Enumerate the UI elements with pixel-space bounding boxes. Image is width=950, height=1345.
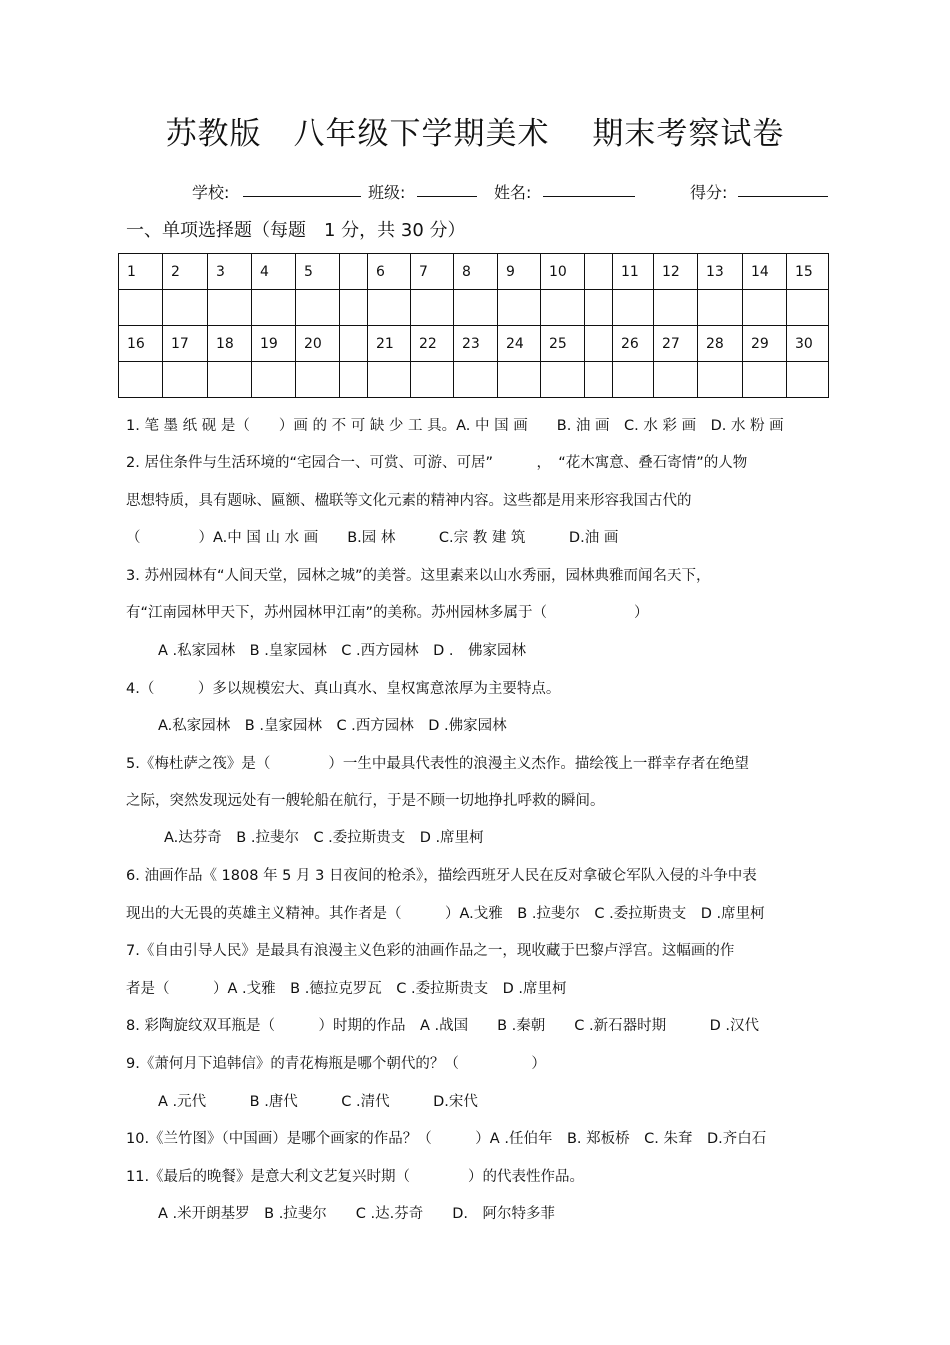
answer-cell[interactable] [498,362,541,398]
answer-cell[interactable] [698,362,743,398]
question-line: 10.《兰竹图》（中国画）是哪个画家的作品？（ ）A .任伯年 B. 郑板桥 C. 朱耷 D.齐白石 [126,1131,767,1147]
question-line: 者是（ ）A .戈雅 B .德拉克罗瓦 C .委拉斯贵支 D .席里柯 [126,981,567,997]
answer-cell[interactable] [411,290,454,326]
section-title: 一、单项选择题（每题 1 分，共 30 分） [126,220,466,241]
score-label: 得分: [690,183,728,202]
answer-cell[interactable] [654,290,698,326]
table-cell: 23 [454,326,498,362]
answer-cell[interactable] [613,290,654,326]
table-cell: 4 [252,254,296,290]
answer-cell[interactable] [368,362,411,398]
table-cell: 26 [613,326,654,362]
table-cell: 18 [208,326,252,362]
table-cell: 1 [119,254,163,290]
table-cell: 17 [163,326,208,362]
score-field[interactable] [738,180,828,197]
answer-cell[interactable] [743,290,787,326]
table-cell: 2 [163,254,208,290]
answer-cell[interactable] [296,290,340,326]
question-line: 11.《最后的晚餐》是意大利文艺复兴时期（ ）的代表性作品。 [126,1169,585,1185]
table-cell: 22 [411,326,454,362]
name-label: 姓名: [494,183,532,202]
answer-cell[interactable] [698,290,743,326]
class-field[interactable] [417,180,477,197]
info-row [0,180,950,202]
question-line: 1. 笔 墨 纸 砚 是（ ）画 的 不 可 缺 少 工 具。A. 中 国 画 B. 油 画 C. 水 彩 画 D. 水 粉 画 [126,418,784,434]
table-cell: 25 [541,326,585,362]
question-line: 4.（ ）多以规模宏大、真山真水、皇权寓意浓厚为主要特点。 [126,681,561,697]
name-field[interactable] [543,180,635,197]
table-cell: 12 [654,254,698,290]
table-cell [340,254,368,290]
answer-cell[interactable] [119,362,163,398]
school-label: 学校: [192,183,230,202]
answer-table [118,253,829,398]
table-cell: 9 [498,254,541,290]
question-line: 7.《自由引导人民》是最具有浪漫主义色彩的油画作品之一，现收藏于巴黎卢浮宫。这幅画的作 [126,943,735,959]
page-title: 苏教版 八年级下学期美术 期末考察试卷 [165,116,785,152]
answer-cell [585,290,613,326]
question-line: 8. 彩陶旋纹双耳瓶是（ ）时期的作品 A .战国 B .秦朝 C .新石器时期 D .汉代 [126,1018,759,1034]
answer-cell[interactable] [368,290,411,326]
answer-cell[interactable] [787,290,829,326]
answer-cell[interactable] [613,362,654,398]
option-line: A .元代 B .唐代 C .清代 D.宋代 [158,1094,478,1110]
answer-cell[interactable] [296,362,340,398]
question-line: 2. 居住条件与生活环境的“宅园合一、可赏、可游、可居” ， “花木寓意、叠石寄情”的人物 [126,455,748,471]
answer-cell [340,362,368,398]
table-cell: 6 [368,254,411,290]
question-line: 有“江南园林甲天下，苏州园林甲江南”的美称。苏州园林多属于（ ） [126,605,649,621]
question-line: 之际，突然发现远处有一艘轮船在航行，于是不顾一切地挣扎呼救的瞬间。 [126,793,605,809]
answer-cell[interactable] [252,290,296,326]
option-line: A .米开朗基罗 B .拉斐尔 C .达.芬奇 D. 阿尔特多菲 [158,1206,556,1222]
answer-cell [340,290,368,326]
answer-cell[interactable] [119,290,163,326]
table-cell [340,326,368,362]
table-cell: 28 [698,326,743,362]
table-cell: 29 [743,326,787,362]
answer-cell[interactable] [787,362,829,398]
table-row [119,326,829,362]
answer-cell[interactable] [454,290,498,326]
table-cell: 3 [208,254,252,290]
question-line: 现出的大无畏的英雄主义精神。其作者是（ ）A.戈雅 B .拉斐尔 C .委拉斯贵支 D .席里柯 [126,906,765,922]
answer-cell[interactable] [163,362,208,398]
answer-cell[interactable] [654,362,698,398]
answer-cell[interactable] [743,362,787,398]
table-row [119,290,829,326]
answer-cell[interactable] [454,362,498,398]
question-line: （ ）A.中 国 山 水 画 B.园 林 C.宗 教 建 筑 D.油 画 [126,530,619,546]
table-cell: 16 [119,326,163,362]
answer-cell[interactable] [163,290,208,326]
table-cell: 21 [368,326,411,362]
table-cell: 27 [654,326,698,362]
table-row [119,254,829,290]
answer-cell[interactable] [252,362,296,398]
question-line: 6. 油画作品《 1808 年 5 月 3 日夜间的枪杀》，描绘西班牙人民在反对拿破仑军队入侵的斗争中表 [126,868,757,884]
table-cell: 20 [296,326,340,362]
table-cell: 15 [787,254,829,290]
answer-cell[interactable] [411,362,454,398]
option-line: A.私家园林 B .皇家园林 C .西方园林 D .佛家园林 [158,718,507,734]
option-line: A .私家园林 B .皇家园林 C .西方园林 D . 佛家园林 [158,643,527,659]
answer-cell[interactable] [208,362,252,398]
table-cell: 5 [296,254,340,290]
question-line: 9.《萧何月下追韩信》的青花梅瓶是哪个朝代的？（ ） [126,1056,546,1072]
answer-cell[interactable] [208,290,252,326]
table-cell [585,254,613,290]
answer-cell[interactable] [498,290,541,326]
answer-cell [585,362,613,398]
answer-cell[interactable] [541,290,585,326]
table-cell: 24 [498,326,541,362]
table-cell: 7 [411,254,454,290]
table-cell: 14 [743,254,787,290]
table-cell: 13 [698,254,743,290]
table-cell: 30 [787,326,829,362]
table-cell: 10 [541,254,585,290]
table-cell: 11 [613,254,654,290]
table-cell: 19 [252,326,296,362]
question-line: 思想特质，具有题咏、匾额、楹联等文化元素的精神内容。这些都是用来形容我国古代的 [126,493,692,509]
school-field[interactable] [243,180,361,197]
class-label: 班级: [368,183,406,202]
table-row [119,362,829,398]
table-cell [585,326,613,362]
question-line: 3. 苏州园林有“人间天堂，园林之城”的美誉。这里素来以山水秀丽，园林典雅而闻名天下， [126,568,711,584]
table-cell: 8 [454,254,498,290]
option-line: A.达芬奇 B .拉斐尔 C .委拉斯贵支 D .席里柯 [164,830,484,846]
question-line: 5.《梅杜萨之筏》是（ ）一生中最具代表性的浪漫主义杰作。描绘筏上一群幸存者在绝望 [126,756,749,772]
answer-cell[interactable] [541,362,585,398]
